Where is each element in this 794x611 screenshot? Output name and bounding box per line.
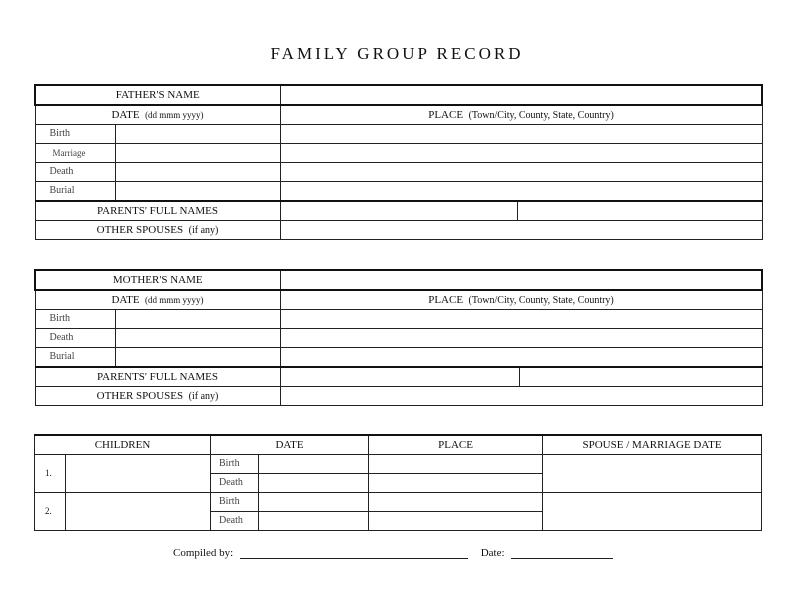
father-name-label: FATHER'S NAME xyxy=(35,85,280,105)
footer xyxy=(173,546,613,559)
father-event-burial: Burial xyxy=(35,182,115,202)
children-place-header: PLACE xyxy=(369,435,543,455)
child-1-spouse-field[interactable] xyxy=(543,455,762,493)
mother-spouses-label: OTHER SPOUSES (if any) xyxy=(35,387,280,406)
child-1-death-date-field[interactable] xyxy=(259,474,369,493)
father-table xyxy=(34,84,763,240)
father-birth-date-field[interactable] xyxy=(115,125,280,144)
mother-table xyxy=(34,269,763,406)
father-death-place-field[interactable] xyxy=(280,163,762,182)
mother-parents-label: PARENTS' FULL NAMES xyxy=(35,367,280,387)
mother-death-place-field[interactable] xyxy=(280,329,762,348)
mother-name-field[interactable] xyxy=(280,270,762,290)
page-title: FAMILY GROUP RECORD xyxy=(270,44,524,63)
child-2-number: 2. xyxy=(35,493,66,531)
child-1-death-place-field[interactable] xyxy=(369,474,543,493)
mother-event-burial: Burial xyxy=(35,348,115,368)
father-parents-label: PARENTS' FULL NAMES xyxy=(35,201,280,221)
mother-name-label: MOTHER'S NAME xyxy=(35,270,280,290)
mother-event-death: Death xyxy=(35,329,115,348)
child-1-birth-date-field[interactable] xyxy=(259,455,369,474)
child-2-name-field[interactable] xyxy=(66,493,211,531)
child-2-death-place-field[interactable] xyxy=(369,512,543,531)
father-name-field[interactable] xyxy=(280,85,762,105)
children-spouse-header: SPOUSE / MARRIAGE DATE xyxy=(543,435,762,455)
mother-date-header: DATE (dd mmm yyyy) xyxy=(35,290,280,310)
mother-place-header: PLACE (Town/City, County, State, Country) xyxy=(280,290,762,310)
father-event-birth: Birth xyxy=(35,125,115,144)
father-marriage-place-field[interactable] xyxy=(280,144,762,163)
mother-birth-place-field[interactable] xyxy=(280,310,762,329)
child-2-spouse-field[interactable] xyxy=(543,493,762,531)
compiled-by-field[interactable] xyxy=(240,546,468,559)
child-2-event-death: Death xyxy=(211,512,259,531)
mother-death-date-field[interactable] xyxy=(115,329,280,348)
father-date-header: DATE (dd mmm yyyy) xyxy=(35,105,280,125)
mother-burial-place-field[interactable] xyxy=(280,348,762,368)
father-birth-place-field[interactable] xyxy=(280,125,762,144)
father-place-header: PLACE (Town/City, County, State, Country) xyxy=(280,105,762,125)
mother-event-birth: Birth xyxy=(35,310,115,329)
child-1-event-birth: Birth xyxy=(211,455,259,474)
father-spouses-label: OTHER SPOUSES (if any) xyxy=(35,221,280,240)
date-label: Date: xyxy=(480,547,505,559)
mother-burial-date-field[interactable] xyxy=(115,348,280,368)
mother-birth-date-field[interactable] xyxy=(115,310,280,329)
father-event-death: Death xyxy=(35,163,115,182)
father-event-marriage: Marriage xyxy=(35,144,115,163)
child-1-name-field[interactable] xyxy=(66,455,211,493)
father-death-date-field[interactable] xyxy=(115,163,280,182)
child-2-event-birth: Birth xyxy=(211,493,259,512)
compiled-by-label: Compiled by: xyxy=(173,547,234,559)
date-field[interactable] xyxy=(511,546,613,559)
child-2-birth-date-field[interactable] xyxy=(259,493,369,512)
mother-parent1-field[interactable] xyxy=(280,367,519,387)
father-marriage-date-field[interactable] xyxy=(115,144,280,163)
children-date-header: DATE xyxy=(211,435,369,455)
father-parent1-field[interactable] xyxy=(280,201,517,221)
child-1-birth-place-field[interactable] xyxy=(369,455,543,474)
mother-spouses-field[interactable] xyxy=(280,387,762,406)
father-burial-date-field[interactable] xyxy=(115,182,280,202)
children-table xyxy=(34,434,762,531)
children-header: CHILDREN xyxy=(35,435,211,455)
father-parent2-field[interactable] xyxy=(517,201,762,221)
child-2-birth-place-field[interactable] xyxy=(369,493,543,512)
father-burial-place-field[interactable] xyxy=(280,182,762,202)
child-1-event-death: Death xyxy=(211,474,259,493)
father-spouses-field[interactable] xyxy=(280,221,762,240)
child-1-number: 1. xyxy=(35,455,66,493)
child-2-death-date-field[interactable] xyxy=(259,512,369,531)
mother-parent2-field[interactable] xyxy=(519,367,762,387)
